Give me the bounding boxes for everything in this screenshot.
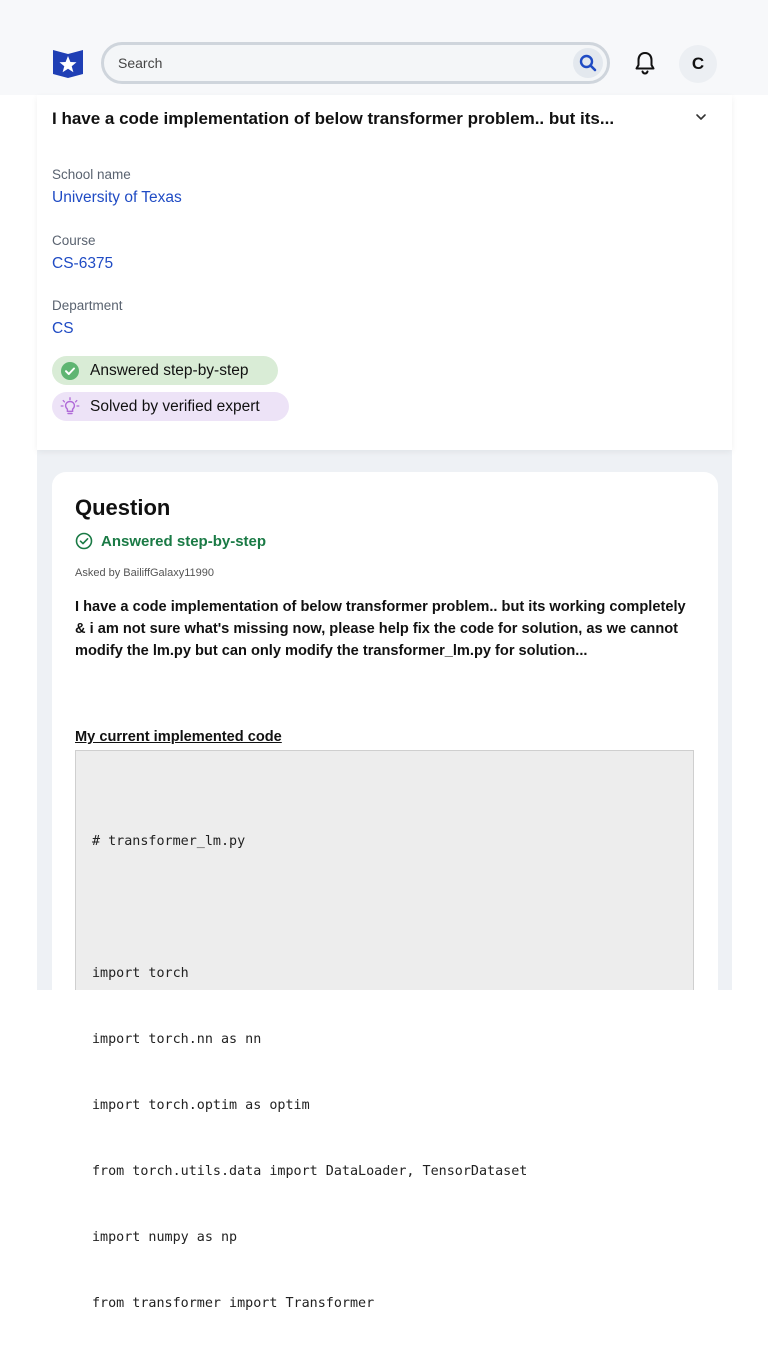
check-circle-outline-icon: [75, 532, 93, 550]
search-bar: [101, 42, 610, 84]
top-header: [0, 0, 768, 95]
search-input[interactable]: [118, 53, 558, 73]
star-shield-icon[interactable]: [52, 48, 84, 78]
lightbulb-icon: [60, 397, 80, 417]
code-line: from torch.utils.data import DataLoader, TensorDataset: [92, 1164, 528, 1179]
code-line: # transformer_lm.py: [92, 834, 246, 849]
notifications-button[interactable]: [632, 50, 658, 76]
code-block: [75, 750, 694, 1311]
code-line: import torch.nn as nn: [92, 1032, 262, 1047]
question-info-panel: [37, 95, 732, 450]
expert-badge-label: Solved by verified expert: [90, 397, 260, 415]
course-link[interactable]: CS-6375: [52, 255, 114, 272]
department-label: Department: [52, 298, 123, 313]
answered-status: [75, 532, 266, 550]
code-line: from transformer import Transformer: [92, 1296, 375, 1311]
code-line: import torch.optim as optim: [92, 1098, 310, 1113]
question-card: [52, 472, 718, 1311]
school-label: School name: [52, 167, 131, 182]
search-button[interactable]: [573, 48, 603, 78]
avatar[interactable]: C: [679, 45, 717, 83]
chevron-down-icon[interactable]: [694, 110, 708, 124]
course-label: Course: [52, 233, 96, 248]
question-body: I have a code implementation of below transformer problem.. but its working completely & i am not sure what's missing now, please help fix the code for solution, as we cannot modify the lm.py but can only modify the transformer_lm.py for solution...: [75, 599, 686, 659]
question-title: I have a code implementation of below transformer problem.. but its...: [52, 109, 615, 128]
asked-by: Asked by BailiffGalaxy11990: [75, 567, 215, 579]
department-link[interactable]: CS: [52, 320, 74, 337]
code-line: import torch: [92, 966, 189, 981]
check-circle-icon: [60, 361, 80, 381]
expert-badge: [52, 392, 289, 421]
bell-icon: [634, 51, 656, 75]
code-line: import numpy as np: [92, 1230, 238, 1245]
school-link[interactable]: University of Texas: [52, 189, 182, 206]
page-bottom: [0, 990, 768, 1024]
code-heading: My current implemented code: [75, 729, 282, 745]
answered-badge-label: Answered step-by-step: [90, 361, 249, 379]
answered-status-label: Answered step-by-step: [101, 532, 267, 550]
question-heading: Question: [75, 495, 171, 520]
answered-badge: [52, 356, 278, 385]
code-line: [92, 897, 677, 919]
search-icon: [579, 54, 597, 72]
